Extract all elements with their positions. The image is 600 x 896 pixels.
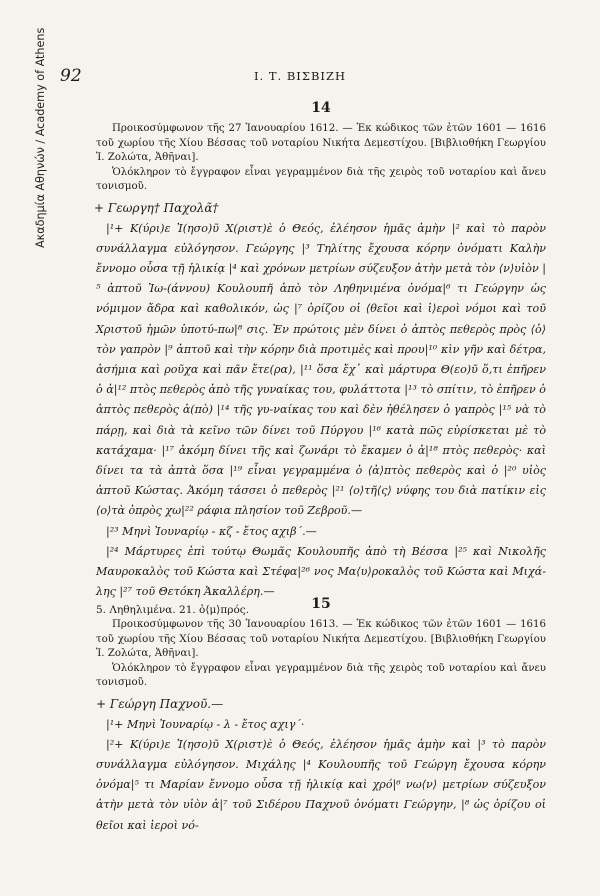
document-intro xyxy=(96,122,546,195)
intro-note: Ὁλόκληρον τὸ ἔγγραφον εἶναι γεγραμμένον διὰ τῆς χειρὸς τοῦ νοταρίου καὶ ἄνευ τονισμοῦ. xyxy=(96,662,546,688)
date-line: |¹+ Μηνὶ Ἰουναρίῳ - λ - ἔτος αχιγ´· xyxy=(106,717,305,731)
date-line: |²³ Μηνὶ Ἰουναρίῳ - κζ - ἔτος αχιβ´.— xyxy=(106,524,317,538)
body-paragraph: |²+ Κ(ύρι)ε Ἰ(ησο)ῦ Χ(ριστ)ὲ ὁ Θεός, ἐλέησον ἡμᾶς ἀμὴν καὶ |³ τὸ παρὸν συνάλλαγμα εὐλόγησον. Μιχάλης |⁴ Κουλουπῆς τοῦ Γεώργη ἔχουσα κόρην ὀνόμα|⁵ τι Μαρίαν ἔννομο οὖσα τῇ ἡλικίᾳ καὶ χρό|⁶ νω⟨ν⟩ μετρίων σύζευξον ἀτὴν μετὰ τὸν υἱὸν ἀ|⁷ τοῦ Σιδέρου Παχνοῦ ὀνόματι Γεώργην, |⁸ ὡς ὁρίζου οἱ θεῖοι καὶ ἱεροὶ νό- xyxy=(96,737,546,832)
intro-description: Προικοσύμφωνον τῆς 27 Ἰανουαρίου 1612. — Ἐκ κώδικος τῶν ἐτῶν 1601 — 1616 τοῦ χωρίου τῆς Χίου Βέσσας τοῦ νοταρίου Νικήτα Δεμεστίχου. [Βιβλιοθήκη Γεωργίου Ἰ. Ζολώτα, Ἀθῆναι]. xyxy=(96,123,546,163)
intro-note: Ὁλόκληρον τὸ ἔγγραφον εἶναι γεγραμμένον διὰ τῆς χειρὸς τοῦ νοταρίου καὶ ἄνευ τονισμοῦ. xyxy=(96,166,546,192)
body-paragraph: |¹+ Κ(ύρι)ε Ἰ(ησο)ῦ Χ(ριστ)ὲ ὁ Θεός, ἐλέησον ἡμᾶς ἀμὴν |² καὶ τὸ παρὸν συνάλλαγμα εὐλόγησον. Γεώργης |³ Τηλίτης ἔχουσα κόρην ὀνόματι Καλὴν ἔννομο οὖσα τῇ ἡλικίᾳ |⁴ καὶ χρόνων μετρίων σύζευξον ἀτὴν μετὰ τὸν ⟨ν⟩υἱὸν |⁵ ἀπτοῦ Ἰω-(άννου) Κουλουπῆ ἀπὸ τὸν Ληθηνιμένα ὀνόμα|⁶ τι Γεώργην ὡς νόμιμον ἄδρα καὶ καθολικόν, ὡς |⁷ ὁρίζου οἱ ⟨θεῖοι καὶ ἱ⟩εροὶ νόμοι καὶ τοῦ Χριστοῦ ἡμῶν ὑποτύ-πω|⁸ σις. Ἐν πρώτοις μὲν δίνει ὁ ἀπτὸς πεθερὸς πρὸς ⟨ὁ⟩τὸν γαπρὸν |⁹ ἀπτοῦ καὶ τὴν κόρην διὰ προτιμὲς καὶ πρου|¹⁰ κὶν γῆν καὶ δέτρα, ἀσήμια καὶ ροῦχα καὶ πᾶν ἔτε(ρα), |¹¹ ὅσα ἔχ᾽ καὶ μάρτυρα Θ(εο)ῦ ὅ,τι ἐπῆρεν ὁ ἀ|¹² πτὸς πεθερὸς ἀπὸ τῆς γυναίκας του, φυλάττοτα |¹³ τὸ σπίτιν, τὸ ἐπῆρεν ὁ ἀπτὸς πεθερὸς ἀ(πὸ) |¹⁴ τῆς γυ-ναίκας του καὶ δὲν ἠθέλησεν ὁ γαπρὸς |¹⁵ νὰ τὸ πάρῃ, καὶ διὰ τὰ κεῖνο τῶν δίνει τοῦ Πύργου |¹⁶ κατὰ πῶς εὑρίσκεται μὲ τὸ κατάχαμα· |¹⁷ ἀκόμη δίνει τῆς καὶ ζωνάρι τὸ ἔκαμεν ὁ ἀ|¹⁸ πτὸς πεθερὸς· καὶ δίνει τα τὰ ἀπτὰ ὅσα |¹⁹ εἶναι γεγραμμένα ὁ ⟨ἀ⟩πτὸς πεθερὸς καὶ ὁ |²⁰ υἱὸς ἀπτοῦ Κώστας. Ἀκόμη τάσσει ὁ πεθερὸς |²¹ ⟨ο⟩τῆ⟨ς⟩ νύφης του διὰ πατίκιν εἰς ⟨ο⟩τὰ ὀπρὸς χω|²² ράφια πλησίον τοῦ Ζεβροῦ.— xyxy=(96,221,546,518)
intro-description: Προικοσύμφωνον τῆς 30 Ἰανουαρίου 1613. — Ἐκ κώδικος τῶν ἐτῶν 1601 — 1616 τοῦ χωρίου τῆς Χίου Βέσσας τοῦ νοταρίου Νικήτα Δεμεστίχου. [Βιβλιοθήκη Γεωργίου Ἰ. Ζολώτα, Ἀθῆναι]. xyxy=(96,619,546,659)
document-number: 14 xyxy=(311,100,331,116)
page-number: 92 xyxy=(60,66,82,86)
document-body xyxy=(96,219,546,603)
side-watermark xyxy=(20,27,47,248)
running-head: Ι. Τ. ΒΙΣΒΙΖΗ xyxy=(254,69,346,83)
heading-line: + Γεωργη† Παχολᾶ† xyxy=(94,200,219,215)
document-14 xyxy=(96,100,546,616)
document-number: 15 xyxy=(311,596,331,612)
watermark-text: Ακαδημία Αθηνών / Academy of Athens xyxy=(34,27,47,248)
document-body xyxy=(96,715,546,836)
document-15 xyxy=(96,596,546,836)
heading-line: + Γεώργη Παχνοῦ.— xyxy=(96,696,224,711)
footnote: 5. Ληθηλιμένα. 21. ὁ⟨μ⟩πρός. xyxy=(96,604,250,617)
document-intro xyxy=(96,618,546,691)
page-header xyxy=(60,66,540,86)
witness-line: |²⁴ Μάρτυρες ἐπὶ τούτῳ Θωμᾶς Κουλουπῆς ἀπὸ τὴ Βέσσα |²⁵ καὶ Νικολῆς Μαυροκαλὸς τοῦ Κώστα καὶ Στέφα|²⁶ νος Μα⟨υ⟩ροκαλὸς τοῦ Κώστα καὶ Μιχά-λης |²⁷ τοῦ Θετόκη Ἀκαλλέρη.— xyxy=(96,544,546,599)
